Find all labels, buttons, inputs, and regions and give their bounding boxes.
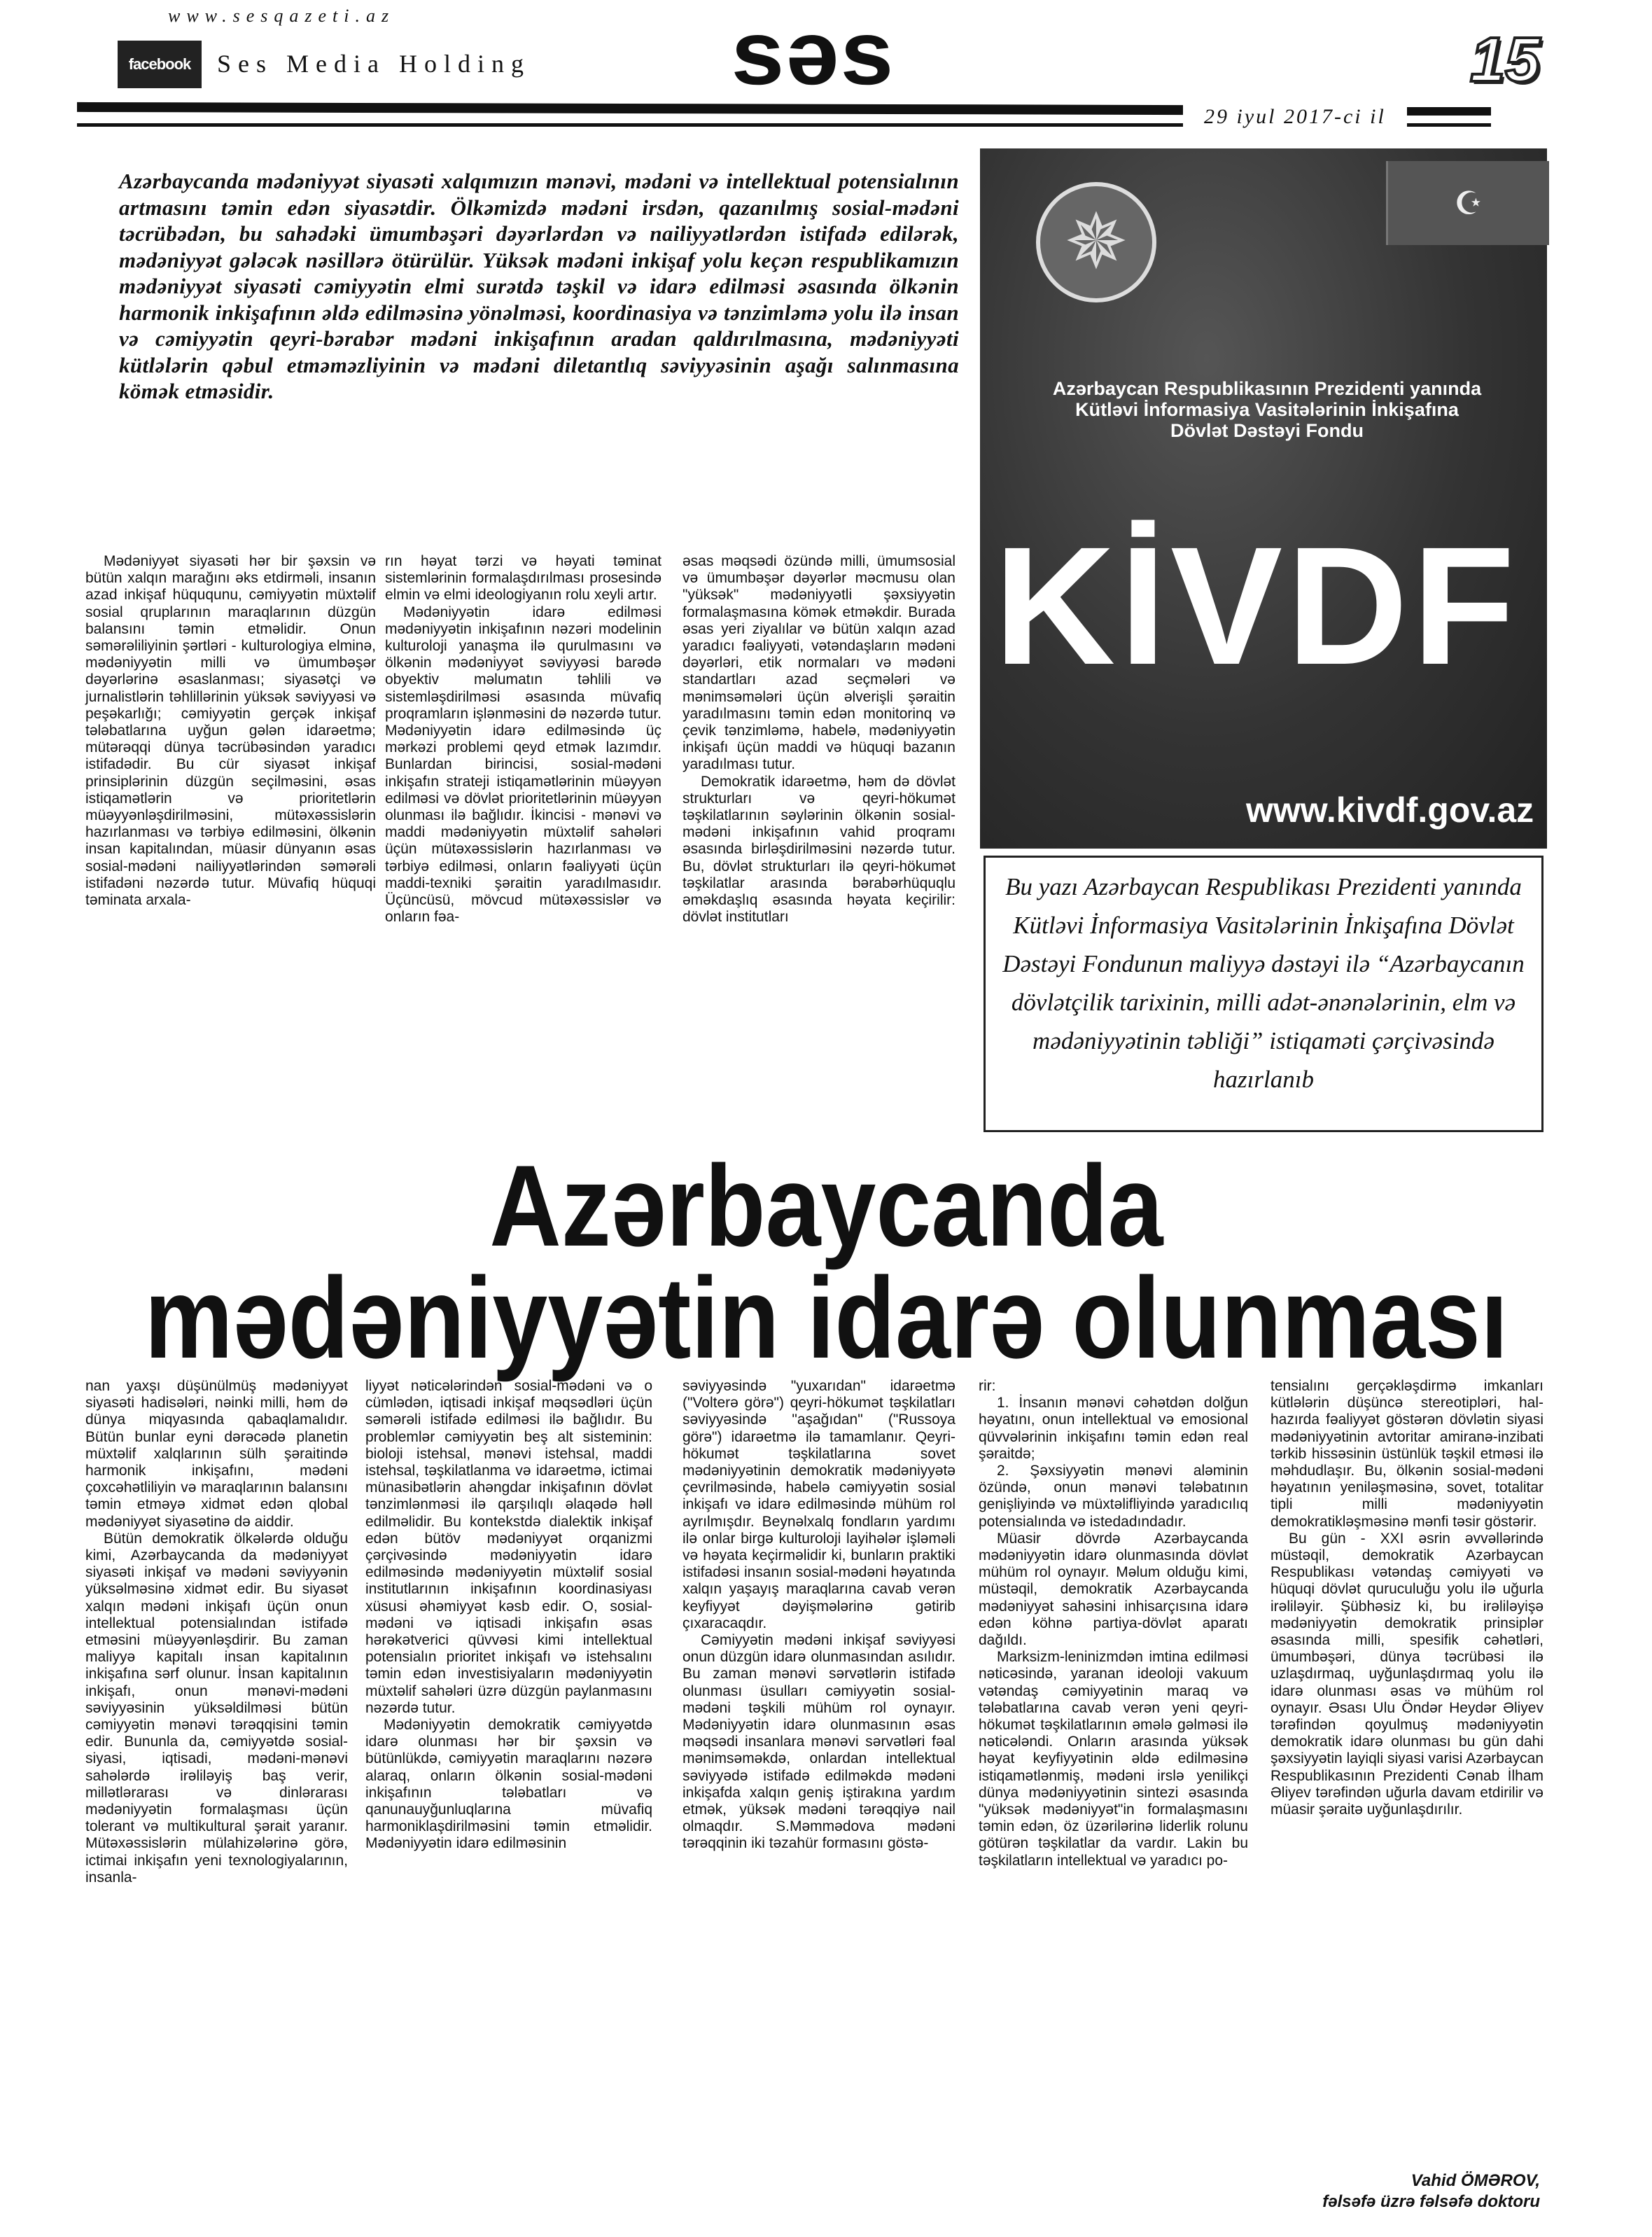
ad-acronym: KİVDF xyxy=(994,512,1519,699)
headline-text: mədəniyyətin idarə olunması xyxy=(144,1253,1508,1382)
paragraph: Marksizm-leninizmdən imtina edilməsi nəticəsində, yaranan ideoloji vakuum vətəndaş cəmiyyətinin maraq və tələbatlarına cavab verən yeni qeyri-hökumət təşkilatlarının əmələ gəlməsi ilə nəticələndi. Onların arasında yüksək həyat keyfiyyətinin əldə edilməsinə istiqamətlənmiş, mədəni irslə yenilikçi dünya mədəniyyətinin sintezi əsasında "yüksək mədəniyyət"in formalaşmasını təmin edən, öz üzərilərinə liderlik rolunu götürən təşkilatlar da vardır. Lakin bu təşkilatların intellektual və yaradıcı po- xyxy=(979,1649,1248,1869)
paragraph: Bütün demokratik ölkələrdə olduğu kimi, Azərbaycanda da mədəniyyət siyasəti inkişaf və mədəni səviyyənin yüksəlməsinə xidmət edir. Bu siyasət xalqın mədəni inkişafı üçün onun intellektual potensialından istifadə etməsini müəyyənləşdirir. Bu zaman maliyyə kapitalı insan kapitalının inkişafına sərf olunur. İnsan kapitalının inkişafı, onun mənəvi-mədəni səviyyəsinin yüksəldilməsi bütün cəmiyyətin mənəvi tərəqqisini təmin edir. Bununla da, cəmiyyətdə sosial-siyasi, iqtisadi, mədəni-mənəvi sahələrdə irəliləyiş baş verir, millətlərarası və dinlərarası mədəniyyətin formalaşması üçün tolerant və multikultural şərait yaranır. Mütəxəssislərin mülahizələrinə görə, ictimai inkişafın yeni texnologiyalarının, insanla- xyxy=(85,1530,348,1886)
paragraph: rir: xyxy=(979,1378,996,1394)
header-rule-thick xyxy=(77,102,1183,115)
bottom-column-1 xyxy=(85,1378,348,1886)
publisher-name: Ses Media Holding xyxy=(217,50,531,78)
author-signature xyxy=(1190,2170,1540,2212)
paragraph: əsas məqsədi özündə milli, ümumsosial və ümumbəşər dəyərlər məcmusu olan "yüksək" mədəniyyətli şəxsiyyətin formalaşmasına kömək etməkdir. Burada əsas yeri ziyalılar və bütün xalqın azad yaradıcı fəaliyyəti, vətəndaşların mədəni dəyərləri, etik normaları və mədəni standartları azad seçmələri və mənimsəmələri üçün əlverişli şəraitin yaradılmasını təmin edən monitorinq və çevik tənzimləmə, habelə, mədəniyyətin inkişafı üçün maddi və hüquqi bazanın yaradılması tutur. xyxy=(682,553,955,773)
author-name: Vahid ÖMƏROV, xyxy=(1410,2171,1540,2190)
paragraph: Mədəniyyətin idarə edilməsi mədəniyyətin inkişafının nəzəri modelinin kulturoloji yanaşma ilə qurulmasını və ölkənin mədəniyyət səviyyəsi barədə obyektiv məlumatın təhlili və sistemləşdirilməsi əsasında müvafiq proqramların işlənməsini də nəzərdə tutur. Mədəniyyətin idarə edilməsində üç mərkəzi problemi qeyd etmək lazımdır. Bunlardan birincisi, sosial-mədəni inkişafın strateji istiqamətlərinin müəyyən edilməsi və dövlət prioritetlərinin müəyyən olunması ilə bağlıdır. İkincisi - mənəvi və maddi mədəniyyətin müxtəlif sahələri üçün mütəxəssislərin hazırlanması və tərbiyə edilməsi, onların fəaliyyəti üçün maddi-texniki şəraitin yaradılmasıdır. Üçüncüsü, mövcud mütəxəssislər və onların fəa- xyxy=(385,604,662,926)
ad-org-line: Kütləvi İnformasiya Vasitələrinin İnkişafına xyxy=(1075,399,1459,420)
site-url[interactable]: www.sesqazeti.az xyxy=(168,6,396,26)
paragraph: Cəmiyyətin mədəni inkişaf səviyyəsi onun düzgün idarə olunmasından asılıdır. Bu zaman mənəvi sərvətlərin istifadə olunması üsulları cəmiyyətin sosial-mədəni təşkili mühüm rol oynayır. Mədəniyyətin idarə olunmasının əsas məqsədi insanlara mənəvi sərvətləri fəal mənimsəməkdə, onlardan intellektual səviyyədə istifadə edilməkdə mədəni inkişafda xalqın geniş iştirakına yardım etmək, yüksək mədəni tərəqqiyə nail olmaqdır. S.Məmmədova mədəni tərəqqinin iki təzahür formasını göstə- xyxy=(682,1632,955,1852)
date-rule-thick xyxy=(1407,107,1491,116)
header-rule-thin xyxy=(77,123,1183,127)
author-title: fəlsəfə üzrə fəlsəfə doktoru xyxy=(1322,2192,1540,2211)
ad-org-line: Dövlət Dəstəyi Fondu xyxy=(1170,420,1364,441)
ad-url[interactable]: www.kivdf.gov.az xyxy=(1246,790,1534,830)
headline-text: Azərbaycanda xyxy=(489,1141,1163,1270)
paragraph: nan yaxşı düşünülmüş mədəniyyət siyasəti hadisələri, nəinki milli, həm də dünya miqyasında qabaqlamalıdır. Bütün bunlar eyni dərəcədə planetin müxtəlif xalqlarının sülh şəraitində harmonik inkişafını, mədəni çoxcəhətliliyin və maraqlarının balansını təmin etməyə xidmət edən qlobal mədəniyyət siyasətinə də aiddir. xyxy=(85,1378,348,1530)
paragraph: Müasir dövrdə Azərbaycanda mədəniyyətin idarə olunmasında dövlət mühüm rol oynayır. Məlum olduğu kimi, müstəqil, demokratik Azərbaycanda mədəniyyət sahəsini inhisarçısına idarə edən köhnə partiya-dövlət aparatı dağıldı. xyxy=(979,1530,1248,1649)
page-number: 15 xyxy=(1470,25,1541,95)
bottom-column-4 xyxy=(979,1378,1248,1869)
paragraph: rın həyat tərzi və həyati təminat sistemlərinin formalaşdırılması prosesində elmin və elmi ideologiyanın rolu xeyli artır. xyxy=(385,553,662,604)
top-column-1 xyxy=(85,553,376,909)
paragraph: Mədəniyyətin demokratik cəmiyyətdə idarə olunması hər bir şəxsin və bütünlükdə, cəmiyyətin maraqlarını nəzərə alaraq, onların ölkənin sosial-mədəni inkişafının tələbatları və qanunauyğunluqlarına müvafiq harmoniklaşdirilməsini təmin etməlidir. Mədəniyyətin idarə edilməsinin xyxy=(365,1717,652,1852)
list-item: 2. Şəxsiyyətin mənəvi aləminin özündə, onun mənəvi tələbatının genişliyində və müxtəlifliyində yaradıcılıq potensialında və istedadındadır. xyxy=(979,1463,1248,1530)
paragraph: tensialını gerçəkləşdirmə imkanları kütlələrin düşüncə stereotipləri, hal-hazırda fəaliyyət göstərən dövlətin siyasi mədəniyyətinin avtoritar amiranə-inzibati tərkib hissəsinin üstünlük təşkil etməsi ilə məhdudlaşır. Bu, ölkənin sosial-mədəni həyatının yeniləşməsinə, sovet, totalitar tipli milli mədəniyyətin demokratikləşməsinə mənfi təsir göstərir. xyxy=(1270,1378,1544,1530)
date-rule-thin xyxy=(1407,123,1491,127)
top-column-3 xyxy=(682,553,955,926)
paragraph: liyyət nəticələrindən sosial-mədəni və o cümlədən, iqtisadi inkişaf məqsədləri üçün səmərəli istifadə edilməsi ilə bağlıdır. Bu problemlər cəmiyyətin beş alt sisteminin: bioloji istehsal, mənəvi istehsal, maddi istehsal, təşkilatlanma və idarəetmə, ictimai münasibətlərin ahəngdar inkişafının dövlət tənzimlənməsi ilə qarşılıqlı əlaqədə həll edilməlidir. Bu kontekstdə dialektik inkişaf edən bütöv mədəniyyət orqanizmi çərçivəsində mədəniyyətin idarə edilməsində mədəniyyətin müxtəlif sosial institutlarının inkişafının koordinasiyası xüsusi əhəmiyyət kəsb edir. O, sosial-mədəni və iqtisadi inkişafın əsas hərəkətverici qüvvəsi kimi intellektual potensialın prioritet inkişafı və istehsalını təmin edən investisiyaların mədəniyyətin müxtəlif sahələri üzrə düzgün paylanmasını nəzərdə tutur. xyxy=(365,1378,652,1716)
issue-date: 29 iyul 2017-ci il xyxy=(1204,105,1386,128)
ad-org-line: Azərbaycan Respublikasının Prezidenti yanında xyxy=(1052,378,1482,399)
headline-line-1 xyxy=(0,1141,1652,1270)
paragraph: səviyyəsində "yuxarıdan" idarəetmə ("Volterə görə") qeyri-hökumət təşkilatları səviyyəsində "aşağıdan" ("Russoya görə") idarəetmə ilə tamamlanır. Qeyri-hökumət təşkilatlarına sovet mədəniyyətinin demokratik mədəniyyətə çevrilməsində, habelə cəmiyyətin sosial inkişafı və idarə edilməsində mühüm rol ayrılmışdır. Beynəlxalq fondların yardımı ilə onlar birgə kulturoloji layihələr işləməli və həyata keçirməlidir ki, bunların praktiki istifadəsi insanın sosial-mədəni həyatında xalqın yaşayış maraqlarına cavab verən keyfiyyət dəyişmələrinə gətirib çıxaracaqdır. xyxy=(682,1378,955,1631)
state-emblem-icon: ✵ xyxy=(1036,182,1156,302)
bottom-column-3 xyxy=(682,1378,955,1853)
facebook-logo-icon[interactable]: facebook xyxy=(118,41,202,88)
funding-caption: Bu yazı Azərbaycan Respublikası Prezidenti yanında Kütləvi İnformasiya Vasitələrinin İnkişafına Dövlət Dəstəyi Fondunun maliyyə dəstəyi ilə “Azərbaycanın dövlətçilik tarixinin, milli adət-ənənələrinin, elm və mədəniyyətinin təbliği” istiqaməti çərçivəsində hazırlanıb xyxy=(983,856,1544,1132)
bottom-column-2 xyxy=(365,1378,652,1853)
bottom-column-5 xyxy=(1270,1378,1544,1818)
ad-organization-name xyxy=(980,378,1554,441)
list-item: 1. İnsanın mənəvi cəhətdən dolğun həyatını, onun intellektual və emosional qüvvələrinin inkişafını təmin edən real şəraitdə; xyxy=(979,1395,1248,1462)
article-lead: Azərbaycanda mədəniyyət siyasəti xalqımızın mənəvi, mədəni və intellektual potensialının artmasını təmin edən siyasətdir. Ölkəmizdə mədəni irsdən, qazanılmış sosial-mədəni təcrübədən, bu sahədəki ümumbəşəri dəyərlərdən və nailiyyətlərdən istifadə edilərək, mədəniyyət gələcək nəsillərə ötürülür. Yüksək mədəni inkişaf yolu keçən respublikamızın mədəniyyət siyasəti cəmiyyətin elmi surətdə təşkil və idarə edilməsi əsasında ölkənin harmonik inkişafının əldə edilməsinə yönəlməsi, koordinasiya və tənzimləmə yolu ilə insan və cəmiyyətin qeyri-bərabər mədəni inkişafının aradan qaldırılmasına, mədəniyyəti kütlələrin qəbul etməməzliyinin və mədəni diletantlıq səviyyəsinin aşağı salınmasına kömək etməsidir. xyxy=(119,169,959,403)
flag-icon: ☪ xyxy=(1386,161,1549,245)
paragraph: Bu gün - XXI əsrin əvvəllərində müstəqil, demokratik Azərbaycan Respublikası vətəndaş cəmiyyəti və hüquqi dövlət quruculuğu yolu ilə uğurla irəliləyir. Şübhəsiz ki, bu irəliləyişə mədəniyyətin demokratik prinsiplər əsasında milli, spesifik cəhətləri, ümumbəşəri, dünya təcrübəsi ilə uzlaşdırmaq, uyğunlaşdırmaq yolu ilə idarə olunması əsas və mühüm rol oynayır. Əsası Ulu Öndər Heydər Əliyev tərəfindən qoyulmuş mədəniyyətin demokratik idarə olunması bu gün dahi şəxsiyyətin layiqli siyasi varisi Azərbaycan Respublikasının Prezidenti Cənab İlham Əliyev tərəfindən uğurla davam etdirilir və müasir şəraitə uyğunlaşdırılır. xyxy=(1270,1530,1544,1818)
paragraph: Demokratik idarəetmə, həm də dövlət strukturları və qeyri-hökumət təşkilatlarının səylərinin ölkənin sosial-mədəni inkişafının vahid proqramı əsasında birləşdirilməsini nəzərdə tutur. Bu, dövlət strukturları ilə qeyri-hökumət təşkilatlar arasında bərabərhüquqlu əməkdaşlıq əsasında həyata keçirilir: dövlət institutları xyxy=(682,773,955,926)
newspaper-logo: səs xyxy=(731,1,895,104)
paragraph: Mədəniyyət siyasəti hər bir şəxsin və bütün xalqın marağını əks etdirməli, insanın azad inkişaf hüququnu, cəmiyyətin müxtəlif sosial qruplarının maraqlarının düzgün balansını təmin etməlidir. Onun səmərəliliyinin şərtləri - kulturologiya elminə, mədəniyyətin milli və ümumbəşər dəyərlərinə əsaslanması; siyasətçi və jurnalistlərin təhlillərinin yüksək səviyyəsi və peşəkarlığı; cəmiyyətin gerçək inkişaf tələbatlarına uyğun gələn idarəetmə; mütərəqqi dünya təcrübəsindən yaradıcı istifadədir. Bu cür siyasət inkişaf prinsiplərinin düzgün seçilməsini, əsas istiqamətlərin və prioritetlərin müəyyənləşdirilməsini, mütəxəssislərin hazırlanması və tərbiyə edilməsini, ölkənin insan kapitalından, müasir dünyanın əsas sosial-mədəni nailiyyətlərindən səmərəli istifadəni nəzərdə tutur. Müvafiq hüquqi təminata arxala- xyxy=(85,553,376,909)
headline-line-2 xyxy=(0,1253,1652,1382)
top-column-2 xyxy=(385,553,662,926)
